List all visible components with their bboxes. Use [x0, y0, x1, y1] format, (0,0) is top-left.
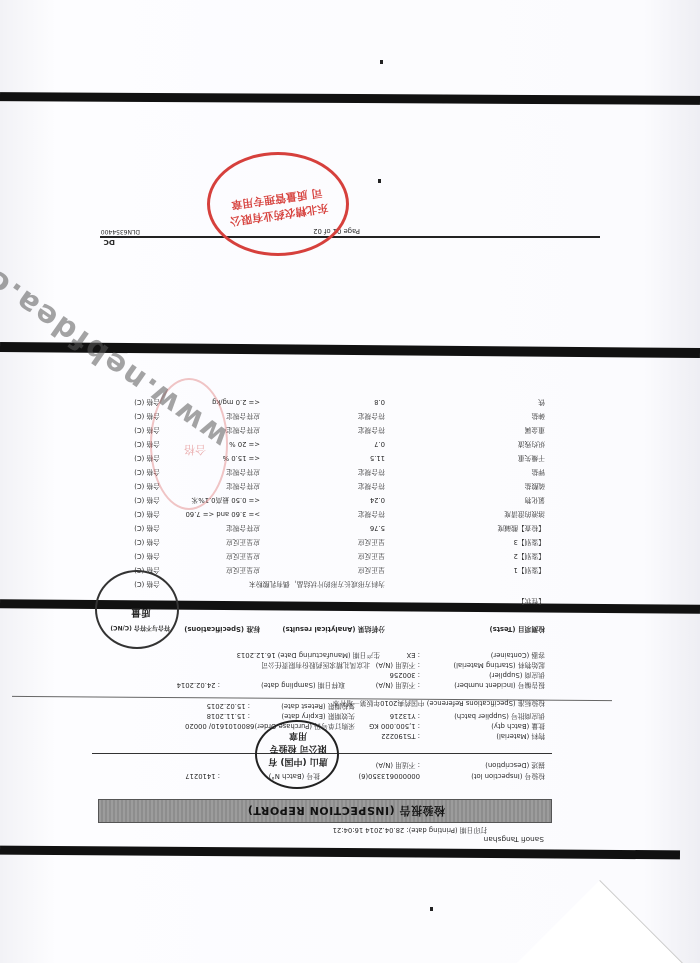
row-c: 合格 (C) [134, 482, 160, 490]
row-spec: 应符合规定 [226, 524, 260, 532]
row-test: 炽灼残渣 [517, 440, 545, 448]
inspection-lot-label: 检验号 (Inspection lot) [471, 772, 545, 780]
container-value: : EX [406, 651, 420, 659]
specifications-reference: 检验标准 (Specifications Reference) 中国药典2010年版第一增补本 [332, 699, 545, 707]
row-spec: 应符合规定 [226, 412, 260, 420]
row-test: 溶液的澄清度 [504, 510, 545, 518]
supplier-batch-value: : Y13216 [389, 712, 420, 720]
tests-header: 【性状】 [517, 597, 545, 605]
row-test: 【鉴别】2 [513, 552, 545, 560]
sampling-label: 取样日期 (Sampling date) [261, 681, 345, 689]
black-quality-stamp-text: 质量 [131, 606, 151, 617]
row-result: 为斜方形或长方形的片状结晶，偶有乳酸粉末 [249, 580, 385, 588]
row-test: 砷盐 [531, 412, 545, 420]
dc-label: DC [103, 238, 115, 247]
container-label: 容器 (Container) [490, 651, 545, 659]
col-conformity: 符合与不符合 (C/NC) [110, 624, 170, 631]
row-result: 符合规定 [357, 426, 385, 434]
row-test: 【鉴别】3 [513, 538, 545, 546]
row-c: 合格 (C) [134, 398, 160, 406]
printing-date: 打印日期 (Printing date): 28.04.2014 16:04:21 [332, 826, 487, 834]
row-result: 11.5 [369, 454, 385, 462]
expiry-label: 失效期限 (Expiry date) [281, 712, 355, 720]
row-spec: <= 2.0 mg/kg [212, 398, 260, 406]
row-result: 呈正反应 [357, 552, 385, 560]
row-spec: 应呈正反应 [226, 552, 260, 560]
batch-qty-value: : 1,500.000 KG [369, 722, 420, 730]
row-c: 合格 (C) [134, 468, 160, 476]
starting-material-label: 起始物料 (Starting Material) [453, 661, 545, 669]
expiry-value: : 15.11.2018 [206, 712, 250, 720]
report-title: 检验报告 (INSPECTION REPORT) [247, 804, 445, 817]
row-c: 合格 (C) [134, 538, 160, 546]
row-test: 重金属 [524, 426, 545, 434]
black-inspection-stamp [255, 720, 339, 789]
row-result: 0.24 [369, 496, 385, 504]
supplier-name: 北京凤礼精求医药股份有限责任公司 [261, 661, 370, 669]
starting-material-value: : 不适用 (N/A) [375, 661, 420, 669]
row-spec: <= 0.50 最高0.1%米 [191, 496, 260, 504]
row-c: 合格 (C) [134, 510, 160, 518]
row-spec: 应符合规定 [226, 482, 260, 490]
description-label: 描述 (Description) [485, 761, 545, 769]
row-result: 0.7 [374, 440, 385, 448]
row-c: 合格 (C) [134, 552, 160, 560]
page-number: Page 01 of 02 [313, 227, 360, 235]
row-c: 合格 (C) [134, 524, 160, 532]
row-test: 铁 [538, 398, 545, 406]
row-spec: <= 20 % [229, 440, 260, 448]
row-test: 【检查】酸碱度 [497, 524, 545, 532]
black-quality-stamp [95, 570, 179, 649]
row-test: 钾盐 [531, 468, 545, 476]
row-result: 符合规定 [357, 510, 385, 518]
row-test: 硫酸盐 [524, 482, 545, 490]
retest-label: 复检期限 (Retest date) [281, 702, 355, 710]
red-company-stamp [207, 152, 349, 256]
row-spec: 应符合规定 [226, 468, 260, 476]
row-result: 5.76 [369, 524, 385, 532]
row-result: 0.8 [374, 398, 385, 406]
row-result: 符合规定 [357, 468, 385, 476]
row-c: 合格 (C) [134, 412, 160, 420]
row-spec: <= 15.0 % [222, 454, 260, 462]
supplier-value: : 300256 [389, 671, 420, 679]
row-c: 合格 (C) [134, 426, 160, 434]
company-name: Sanofi Tangshan [483, 835, 544, 844]
col-results: 分析结果 (Analytical results) [282, 625, 385, 633]
row-spec: 应呈正反应 [226, 538, 260, 546]
doc-code: DLN6354400 [100, 228, 140, 235]
purchase-order: 采购订单号码 (Purchase Order)6800101610/ 00020 [185, 722, 355, 730]
col-tests: 检测项目 (Tests) [489, 625, 545, 633]
red-stamp-text: 东北精农药业有限公司 质量管理专用章 [229, 185, 329, 228]
row-test: 【鉴别】1 [513, 566, 545, 574]
batch-qty-label: 批量 (Batch qty) [491, 722, 545, 730]
row-c: 合格 (C) [134, 566, 160, 574]
row-spec: >= 3.60 and <= 7.60 [185, 510, 260, 518]
row-test: 氯化物 [524, 496, 545, 504]
col-specs: 标准 (Specifications) [184, 625, 260, 633]
supplier-label: 供应商 (Supplier) [489, 671, 545, 679]
retest-value: : 15.02.2015 [206, 702, 250, 710]
material-label: 物料 (Material) [496, 732, 545, 740]
supplier-batch-label: 供应商批号 (Supplier batch) [454, 712, 545, 720]
batch-no-value: : 1410217 [185, 772, 220, 780]
row-c: 合格 (C) [134, 580, 160, 588]
row-c: 合格 (C) [134, 454, 160, 462]
incident-value: : 不适用 (N/A) [375, 681, 420, 689]
row-result: 呈正反应 [357, 538, 385, 546]
row-test: 干燥失重 [517, 454, 545, 462]
row-c: 合格 (C) [134, 440, 160, 448]
row-result: 呈正反应 [357, 566, 385, 574]
row-spec: 应呈正反应 [226, 566, 260, 574]
row-c: 合格 (C) [134, 496, 160, 504]
material-value: : TS190222 [381, 732, 420, 740]
footer-rule [100, 237, 600, 239]
inspection-lot-value: 000000613350(6) [358, 772, 420, 780]
row-result: 符合规定 [357, 412, 385, 420]
faint-stamp-text: 合格 [184, 443, 206, 456]
sampling-value: : 24.02.2014 [176, 681, 220, 689]
row-result: 符合规定 [357, 482, 385, 490]
incident-label: 报告编号 (Incident number) [454, 681, 545, 689]
batch-no-label: 批号 (Batch N°) [268, 772, 320, 780]
description-value: : 不适用 (N/A) [375, 761, 420, 769]
row-spec: 应符合规定 [226, 426, 260, 434]
black-stamp-text: 唐山 (中国) 有限公司 检验专用章 [268, 730, 328, 766]
manufacturing-date: 生产日期 (Manufacturing Date) 16.12.2013 [236, 651, 380, 659]
